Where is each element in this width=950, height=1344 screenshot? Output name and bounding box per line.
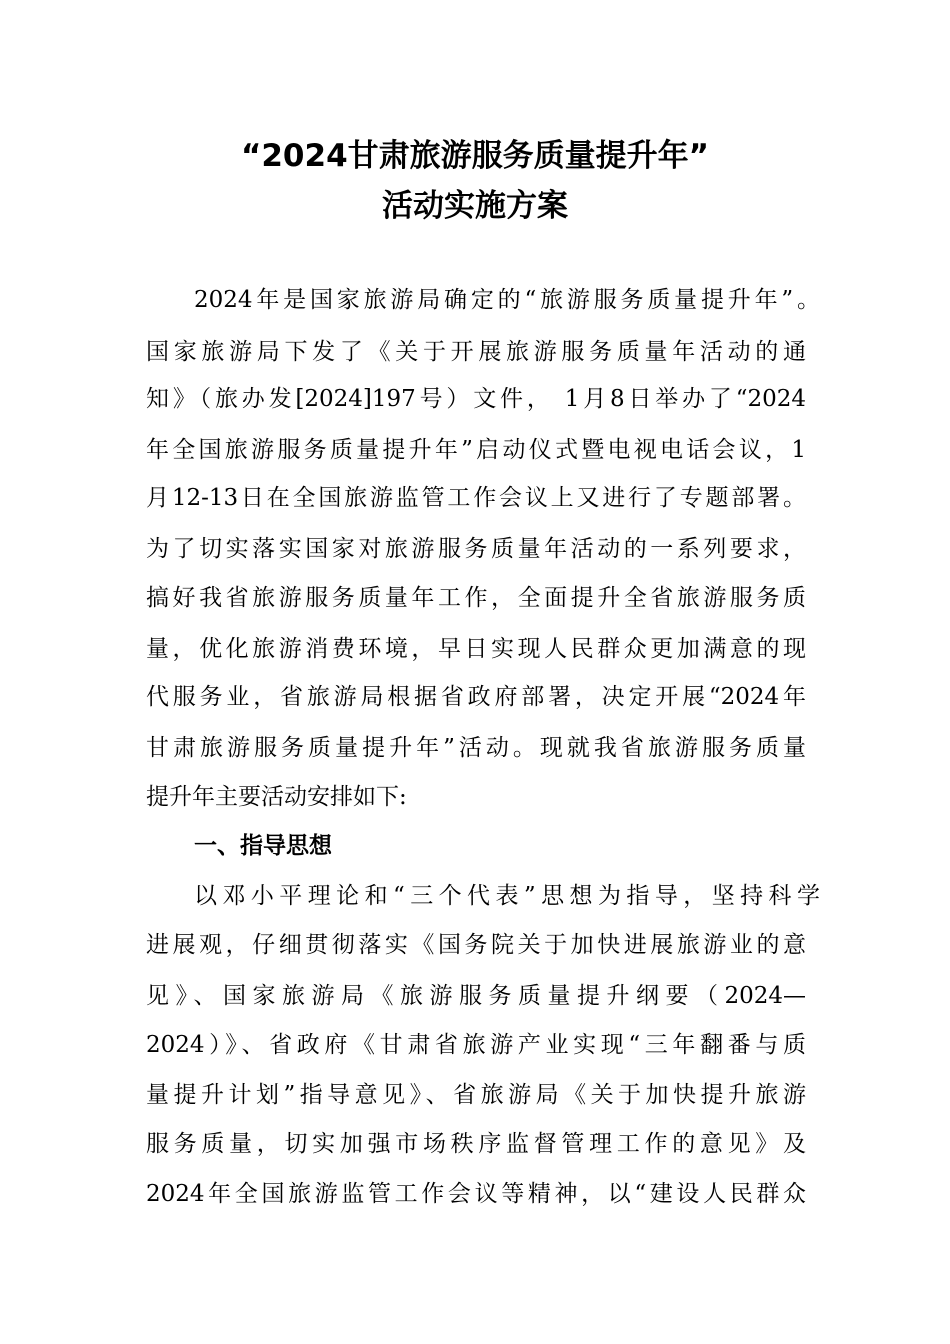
- section-heading: 一、指导思想: [194, 833, 332, 859]
- paragraph-line: 2024年是国家旅游局确定的“旅游服务质量提升年”。: [194, 287, 820, 313]
- paragraph-line: 量，优化旅游消费环境，早日实现人民群众更加满意的现: [146, 636, 806, 662]
- paragraph-line: 进展观，仔细贯彻落实《国务院关于加快进展旅游业的意: [146, 932, 806, 958]
- paragraph-line: 以邓小平理论和“三个代表”思想为指导，坚持科学: [194, 883, 820, 909]
- paragraph-line: 年全国旅游服务质量提升年”启动仪式暨电视电话会议，1: [146, 437, 806, 463]
- document-title-line-1: “2024甘肃旅游服务质量提升年”: [240, 138, 710, 174]
- paragraph-line: 知》（旅办发[2024]197号）文件， 1月8日举办了“2024: [146, 386, 806, 412]
- paragraph-line: 月12-13日在全国旅游监管工作会议上又进行了专题部署。: [146, 485, 806, 511]
- paragraph-line: 2024）》、省政府《甘肃省旅游产业实现“三年翻番与质: [146, 1032, 806, 1058]
- paragraph-line: 搞好我省旅游服务质量年工作，全面提升全省旅游服务质: [146, 585, 806, 611]
- paragraph-line: 服务质量，切实加强市场秩序监督管理工作的意见》及: [146, 1131, 806, 1157]
- paragraph-line: 见》、国家旅游局《旅游服务质量提升纲要（2024—: [146, 983, 806, 1009]
- paragraph-line: 2024年全国旅游监管工作会议等精神，以“建设人民群众: [146, 1181, 806, 1207]
- paragraph-line: 甘肃旅游服务质量提升年”活动。现就我省旅游服务质量: [146, 735, 806, 761]
- paragraph-line: 代服务业，省旅游局根据省政府部署，决定开展“2024年: [146, 684, 806, 710]
- paragraph-line: 国家旅游局下发了《关于开展旅游服务质量年活动的通: [146, 339, 806, 365]
- paragraph-line: 提升年主要活动安排如下:: [146, 784, 407, 810]
- document-title-line-2: 活动实施方案: [382, 188, 568, 224]
- paragraph-line: 为了切实落实国家对旅游服务质量年活动的一系列要求，: [146, 536, 806, 562]
- paragraph-line: 量提升计划”指导意见》、省旅游局《关于加快提升旅游: [146, 1082, 806, 1108]
